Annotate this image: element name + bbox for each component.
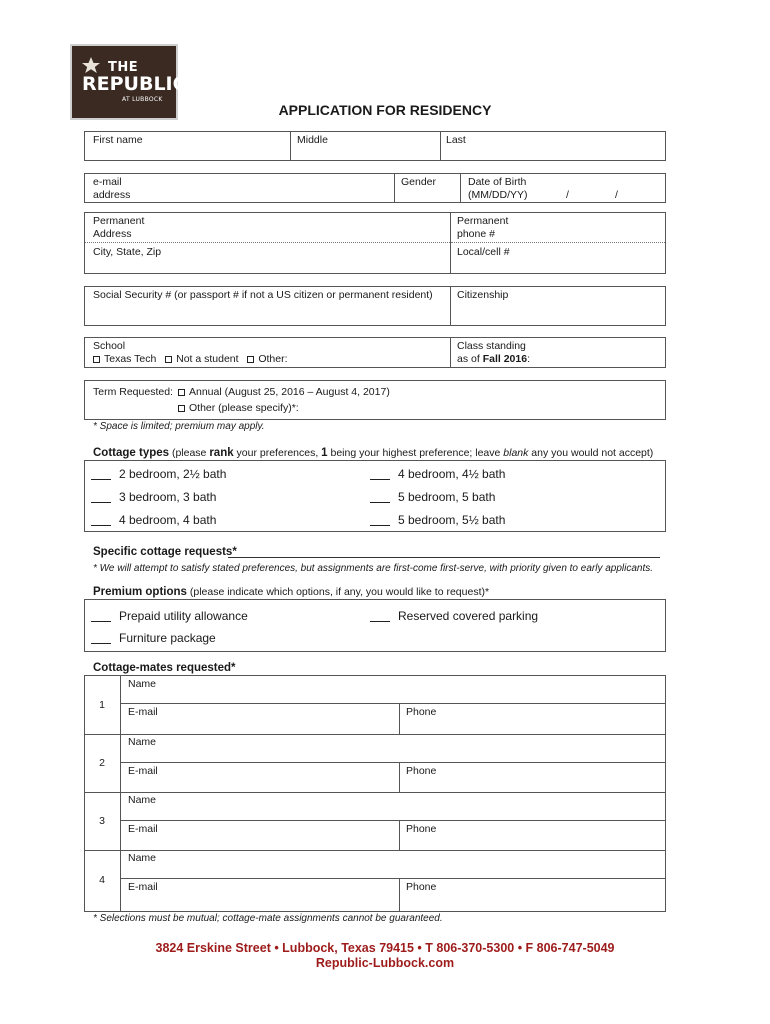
premium-heading: Premium options (please indicate which options, if any, you would like to request)* (93, 586, 490, 598)
premium-option-parking[interactable]: Reserved covered parking (370, 609, 538, 623)
cottage-option-left-3[interactable]: 4 bedroom, 4 bath (91, 513, 216, 527)
address-row (84, 212, 666, 274)
cottage-option-left-1[interactable]: 2 bedroom, 2½ bath (91, 467, 226, 481)
dob-slash-1: / (566, 189, 569, 201)
dob-field[interactable]: Date of Birth (MM/DD/YY) (468, 176, 528, 201)
cottage-mates-table (84, 675, 666, 912)
cottage-option-right-3[interactable]: 5 bedroom, 5½ bath (370, 513, 505, 527)
mate-4-name-field[interactable]: Name (128, 852, 157, 864)
citizenship-field[interactable]: Citizenship (457, 289, 509, 301)
checkbox-annual[interactable]: Annual (August 25, 2016 – August 4, 2017) (178, 386, 390, 399)
logo-text-republic: REPUBLIC (82, 73, 187, 95)
premium-option-utility[interactable]: Prepaid utility allowance (91, 609, 248, 623)
cottage-mates-heading: Cottage-mates requested* (93, 662, 236, 674)
mate-3-name-field[interactable]: Name (128, 794, 157, 806)
gender-field[interactable]: Gender (401, 176, 437, 188)
email-field[interactable]: e-mail address (93, 176, 131, 201)
cottage-mates-note: * Selections must be mutual; cottage-mate assignments cannot be guaranteed. (93, 913, 443, 924)
specific-requests-label: Specific cottage requests* (93, 546, 237, 558)
middle-name-field[interactable]: Middle (297, 134, 328, 146)
term-note: * Space is limited; premium may apply. (93, 421, 265, 432)
dob-slash-2: / (615, 189, 618, 201)
mate-number-1: 1 (99, 699, 105, 711)
email-row (84, 173, 666, 203)
city-state-zip-field[interactable]: City, State, Zip (93, 246, 162, 258)
star-icon (80, 56, 102, 74)
premium-option-furniture[interactable]: Furniture package (91, 631, 216, 645)
permanent-address-field[interactable]: Permanent Address (93, 215, 145, 240)
checkbox-other-term[interactable]: Other (please specify)*: (178, 402, 299, 415)
mate-1-name-field[interactable]: Name (128, 678, 157, 690)
mate-3-phone-field[interactable]: Phone (406, 823, 437, 835)
mate-1-email-field[interactable]: E-mail (128, 706, 158, 718)
footer-website-link[interactable]: Republic-Lubbock.com (315, 956, 455, 970)
mate-4-email-field[interactable]: E-mail (128, 881, 158, 893)
cottage-types-heading: Cottage types (please rank your preferences, 1 being your highest preference; leave blank any you would not accept) (93, 447, 654, 459)
checkbox-not-student[interactable]: Not a student (165, 353, 238, 365)
name-row (84, 131, 666, 161)
school-options (93, 353, 288, 366)
cottage-option-right-1[interactable]: 4 bedroom, 4½ bath (370, 467, 505, 481)
mate-number-2: 2 (99, 757, 105, 769)
cottage-option-right-2[interactable]: 5 bedroom, 5 bath (370, 490, 495, 504)
mate-4-phone-field[interactable]: Phone (406, 881, 437, 893)
mate-2-phone-field[interactable]: Phone (406, 765, 437, 777)
mate-3-email-field[interactable]: E-mail (128, 823, 158, 835)
first-name-field[interactable]: First name (93, 134, 143, 146)
ssn-field[interactable]: Social Security # (or passport # if not a US citizen or permanent resident) (93, 289, 433, 301)
last-name-field[interactable]: Last (446, 134, 466, 146)
mate-number-3: 3 (99, 815, 105, 827)
checkbox-texas-tech[interactable]: Texas Tech (93, 353, 156, 365)
cottage-option-left-2[interactable]: 3 bedroom, 3 bath (91, 490, 216, 504)
specific-requests-note: * We will attempt to satisfy stated preferences, but assignments are first-come first-serve, with priority given to early applicants. (93, 563, 654, 574)
term-label: Term Requested: (93, 386, 173, 398)
page-title: APPLICATION FOR RESIDENCY (278, 102, 492, 118)
cell-phone-field[interactable]: Local/cell # (457, 246, 510, 258)
class-standing-field[interactable]: Class standing as of Fall 2016: (457, 340, 530, 365)
checkbox-other-school[interactable]: Other: (247, 353, 287, 365)
mate-2-email-field[interactable]: E-mail (128, 765, 158, 777)
permanent-phone-field[interactable]: Permanent phone # (457, 215, 509, 240)
school-label: School (93, 340, 126, 352)
mate-1-phone-field[interactable]: Phone (406, 706, 437, 718)
logo-text-at-lubbock: AT LUBBOCK (122, 96, 163, 103)
mate-2-name-field[interactable]: Name (128, 736, 157, 748)
mate-number-4: 4 (99, 874, 105, 886)
specific-requests-input[interactable] (228, 557, 660, 558)
footer-address: 3824 Erskine Street • Lubbock, Texas 79415 • T 806-370-5300 • F 806-747-5049 (155, 941, 615, 955)
logo-text-the: THE (108, 60, 139, 75)
